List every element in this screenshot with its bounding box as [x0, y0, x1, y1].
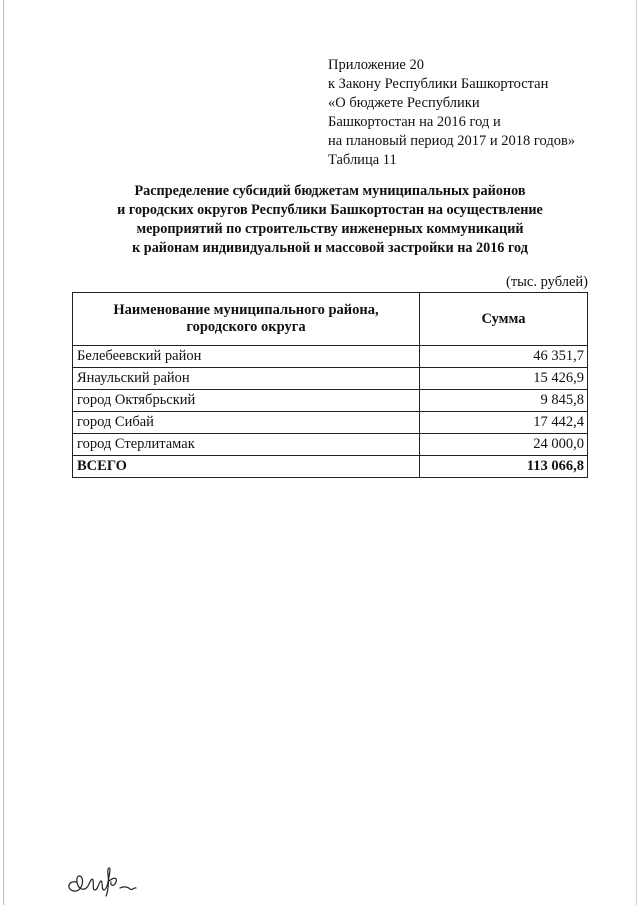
table-row [73, 368, 588, 390]
table-row [73, 412, 588, 434]
row-name: Янаульский район [73, 368, 420, 390]
row-amount: 17 442,4 [420, 412, 588, 434]
row-name: Белебеевский район [73, 346, 420, 368]
table-total-row [73, 456, 588, 478]
row-amount: 46 351,7 [420, 346, 588, 368]
row-amount: 9 845,8 [420, 390, 588, 412]
column-header-name-line1: Наименование муниципального района, [113, 302, 379, 318]
appendix-line: Приложение 20 [328, 57, 424, 73]
appendix-line: на плановый период 2017 и 2018 годов» [328, 133, 576, 149]
appendix-line: «О бюджете Республики [328, 95, 480, 111]
row-amount: 24 000,0 [420, 434, 588, 456]
table-row [73, 434, 588, 456]
handwritten-signature [62, 862, 152, 898]
table-row [73, 346, 588, 368]
title-line: и городских округов Республики Башкортостан на осуществление [117, 202, 543, 218]
row-amount: 15 426,9 [420, 368, 588, 390]
column-header-amount: Сумма [420, 293, 588, 346]
column-header-name-line2: городского округа [186, 319, 306, 335]
units-label: (тыс. рублей) [506, 274, 588, 290]
scan-edge-right [636, 0, 637, 905]
appendix-header [328, 56, 575, 170]
title-line: мероприятий по строительству инженерных коммуникаций [136, 221, 524, 237]
table-header-row [73, 293, 588, 346]
title-line: Распределение субсидий бюджетам муниципальных районов [134, 183, 526, 199]
total-label: ВСЕГО [73, 456, 420, 478]
row-name: город Октябрьский [73, 390, 420, 412]
row-name: город Стерлитамак [73, 434, 420, 456]
document-title [70, 182, 590, 258]
total-amount: 113 066,8 [420, 456, 588, 478]
table-row [73, 390, 588, 412]
scan-edge-left [3, 0, 4, 905]
appendix-line: Башкортостан на 2016 год и [328, 114, 501, 130]
title-line: к районам индивидуальной и массовой застройки на 2016 год [132, 240, 528, 256]
table-number: Таблица 11 [328, 152, 397, 168]
row-name: город Сибай [73, 412, 420, 434]
column-header-name [73, 293, 420, 346]
appendix-line: к Закону Республики Башкортостан [328, 76, 549, 92]
subsidy-table [72, 292, 588, 478]
